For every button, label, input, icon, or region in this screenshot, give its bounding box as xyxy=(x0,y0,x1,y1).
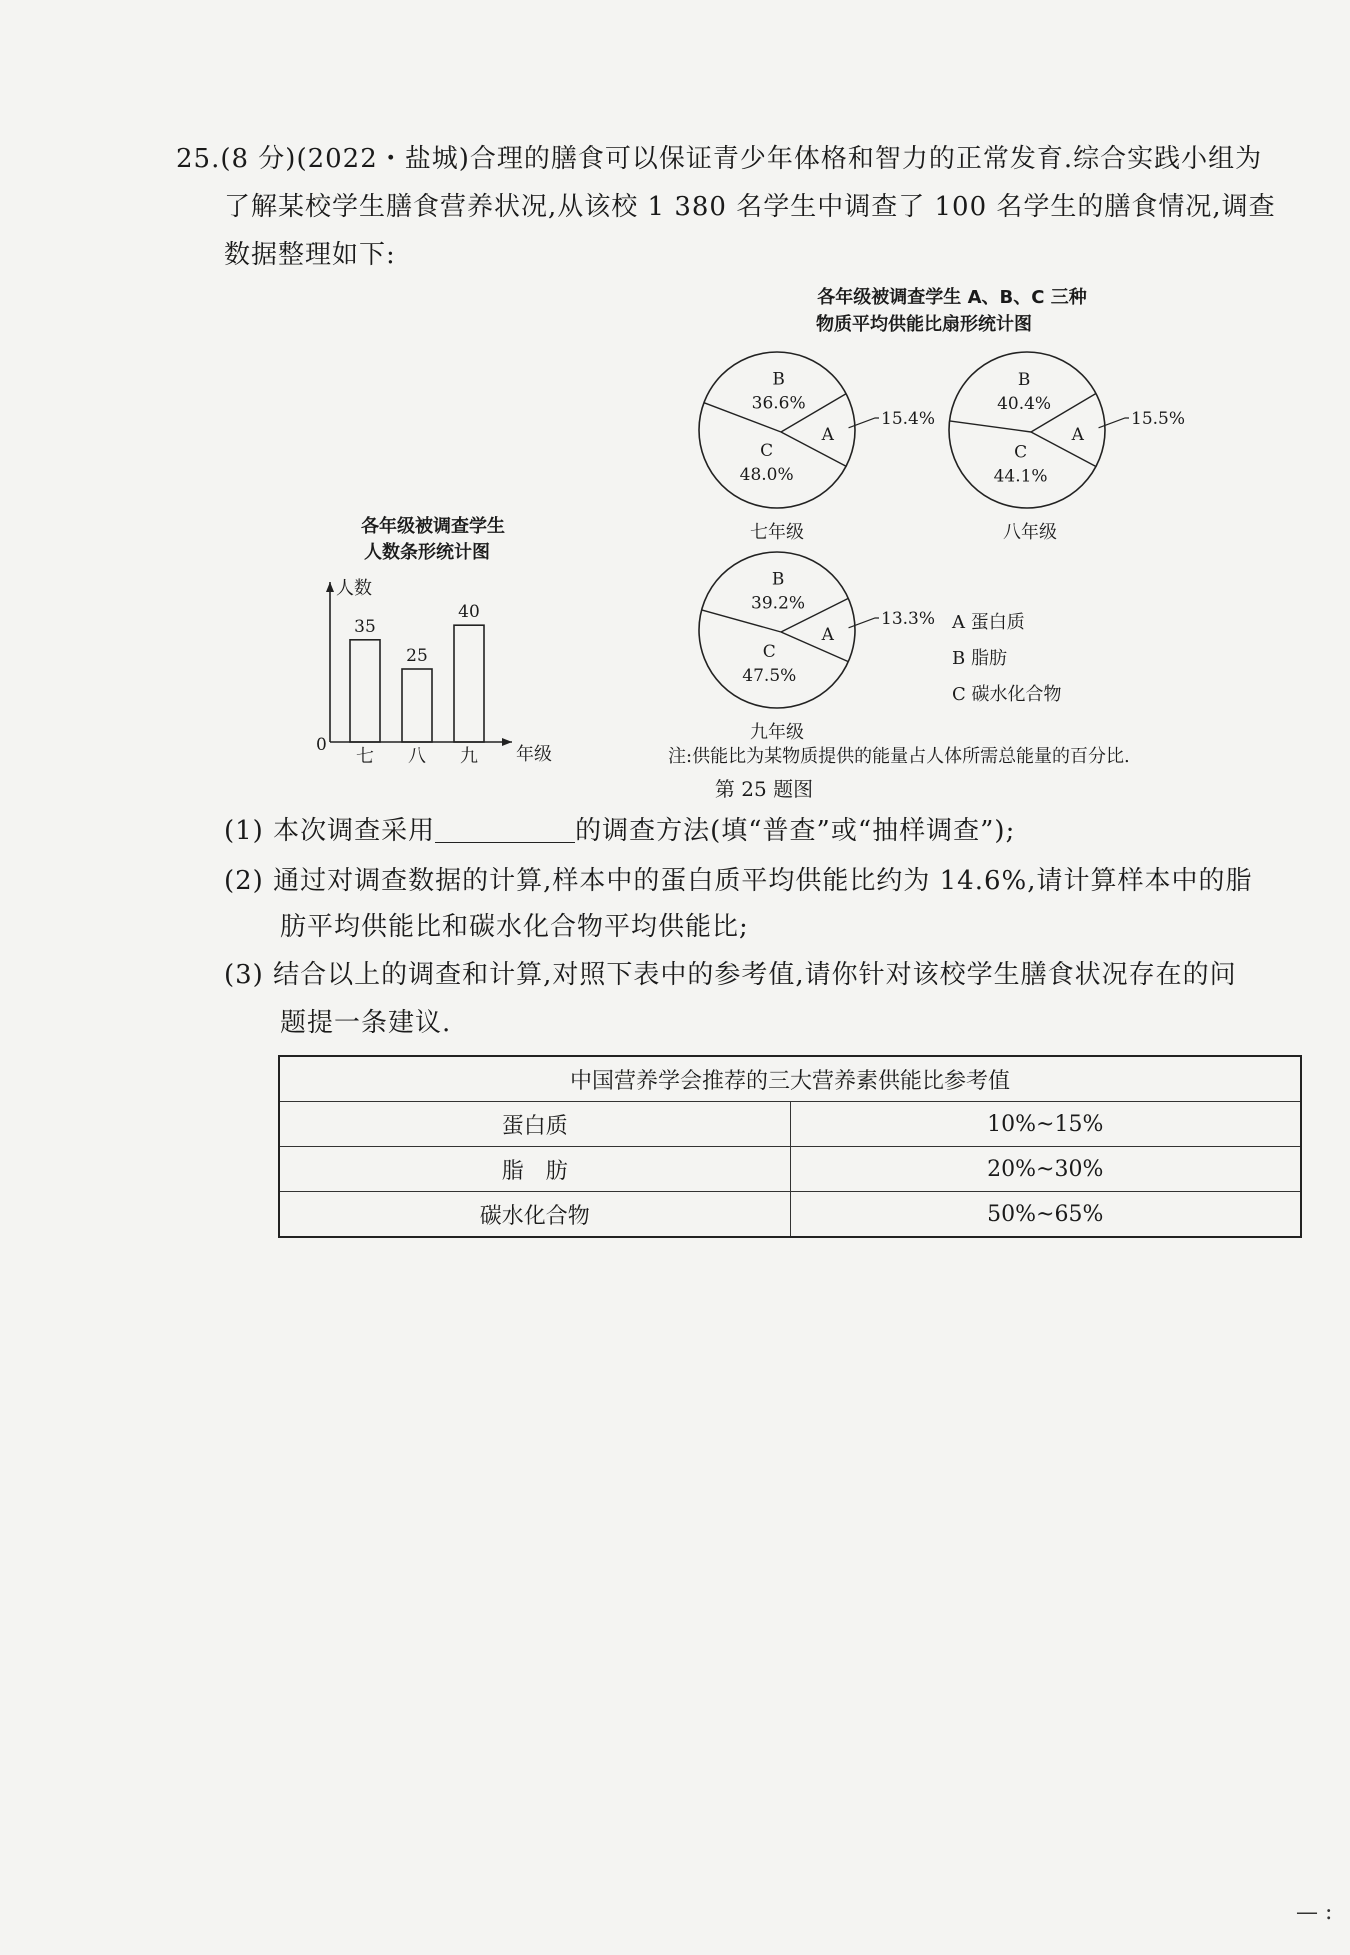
pie-leader-line xyxy=(849,418,879,428)
table-cell-name: 碳水化合物 xyxy=(279,1192,790,1238)
sub-question-1 xyxy=(224,818,1015,844)
bar-category-label: 九 xyxy=(460,746,478,767)
table-cell-value: 50%~65% xyxy=(790,1192,1301,1238)
bar-category-label: 七 xyxy=(356,746,374,767)
pie-slice-boundary xyxy=(781,632,848,662)
table-row xyxy=(279,1192,1301,1238)
pie-title-line-2: 物质平均供能比扇形统计图 xyxy=(816,314,1032,335)
pie-value-c: 44.1% xyxy=(993,466,1048,487)
pie-slice-boundary xyxy=(781,432,846,466)
bar-value-label: 40 xyxy=(458,602,480,623)
pie-label-b: B xyxy=(1017,370,1031,391)
pie-label-c: C xyxy=(762,642,776,663)
bar-七 xyxy=(350,640,380,742)
pie-label-c: C xyxy=(760,441,774,462)
table-cell-name: 蛋白质 xyxy=(279,1102,790,1147)
bar-八 xyxy=(402,669,432,742)
table-cell-value: 10%~15% xyxy=(790,1102,1301,1147)
sub-question-2-line-2: 肪平均供能比和碳水化合物平均供能比; xyxy=(280,912,749,942)
y-axis-label: 人数 xyxy=(336,578,372,599)
bar-chart-students xyxy=(316,578,552,767)
table-cell-name: 脂 肪 xyxy=(279,1147,790,1192)
figure-caption: 第 25 题图 xyxy=(714,777,814,801)
pie-chart-grade-7 xyxy=(699,352,935,543)
sub-question-3-line-1: (3) 结合以上的调查和计算,对照下表中的参考值,请你针对该校学生膳食状况存在的问 xyxy=(224,960,1237,990)
table-header-row xyxy=(279,1056,1301,1102)
legend-a: A 蛋白质 xyxy=(952,612,1025,633)
bar-value-label: 35 xyxy=(354,616,376,637)
y-axis-arrow xyxy=(326,582,334,592)
pie-value-c: 47.5% xyxy=(742,666,797,687)
bar-category-label: 八 xyxy=(408,746,426,767)
bar-title-line-2: 人数条形统计图 xyxy=(364,542,490,563)
pie-label-a: A xyxy=(821,625,834,645)
pie-leader-line xyxy=(1099,418,1129,428)
pie-slice-boundary xyxy=(1031,432,1096,466)
pie-grade-title: 七年级 xyxy=(750,522,804,543)
sub-question-1-text-a: (1) 本次调查采用 xyxy=(224,816,436,846)
pie-value-b: 40.4% xyxy=(997,394,1052,415)
x-axis-label: 年级 xyxy=(516,744,552,765)
pie-value-a: 13.3% xyxy=(881,609,936,629)
table-row xyxy=(279,1147,1301,1192)
pie-grade-title: 九年级 xyxy=(750,722,804,743)
bar-九 xyxy=(454,625,484,742)
figure-note: 注:供能比为某物质提供的能量占人体所需总能量的百分比. xyxy=(668,746,1130,767)
legend-b: B 脂肪 xyxy=(952,648,1007,669)
pie-value-a: 15.5% xyxy=(1131,409,1186,429)
reference-table xyxy=(278,1055,1302,1238)
sub-question-1-text-b: 的调查方法(填“普查”或“抽样调查”); xyxy=(575,816,1016,846)
legend-c: C 碳水化合物 xyxy=(952,684,1062,705)
pie-grade-title: 八年级 xyxy=(1003,522,1057,543)
pie-label-a: A xyxy=(1071,425,1084,445)
table-row xyxy=(279,1102,1301,1147)
table-title: 中国营养学会推荐的三大营养素供能比参考值 xyxy=(279,1056,1301,1102)
bar-value-label: 25 xyxy=(406,646,428,666)
table-cell-value: 20%~30% xyxy=(790,1147,1301,1192)
question-line-2: 了解某校学生膳食营养状况,从该校 1 380 名学生中调查了 100 名学生的膳食情况,调查 xyxy=(224,192,1276,222)
pie-label-b: B xyxy=(772,369,785,390)
question-line-1: 25.(8 分)(2022・盐城)合理的膳食可以保证青少年体格和智力的正常发育.综合实践小组为 xyxy=(176,144,1263,174)
figure-25 xyxy=(0,0,1350,820)
origin-label: 0 xyxy=(316,735,327,755)
pie-value-c: 48.0% xyxy=(739,465,794,486)
pie-label-c: C xyxy=(1014,442,1028,463)
question-line-3: 数据整理如下: xyxy=(224,240,396,270)
pie-value-a: 15.4% xyxy=(881,409,936,429)
pie-chart-grade-9 xyxy=(699,552,935,743)
sub-question-2-line-1: (2) 通过对调查数据的计算,样本中的蛋白质平均供能比约为 14.6%,请计算样本中的脂 xyxy=(224,866,1253,896)
sub-question-3-line-2: 题提一条建议. xyxy=(280,1008,452,1038)
bar-title-line-1: 各年级被调查学生 xyxy=(361,516,505,537)
pie-value-b: 36.6% xyxy=(751,393,806,414)
pie-value-b: 39.2% xyxy=(751,593,806,614)
pie-label-a: A xyxy=(821,425,834,445)
pie-label-b: B xyxy=(771,569,785,590)
page-mark: — : xyxy=(1296,1900,1333,1925)
pie-slice-boundary xyxy=(950,421,1031,432)
answer-blank xyxy=(435,820,575,843)
x-axis-arrow xyxy=(502,738,512,746)
pie-leader-line xyxy=(849,618,879,628)
pie-chart-grade-8 xyxy=(949,352,1185,543)
pie-title-line-1: 各年级被调查学生 A、B、C 三种 xyxy=(817,287,1087,308)
